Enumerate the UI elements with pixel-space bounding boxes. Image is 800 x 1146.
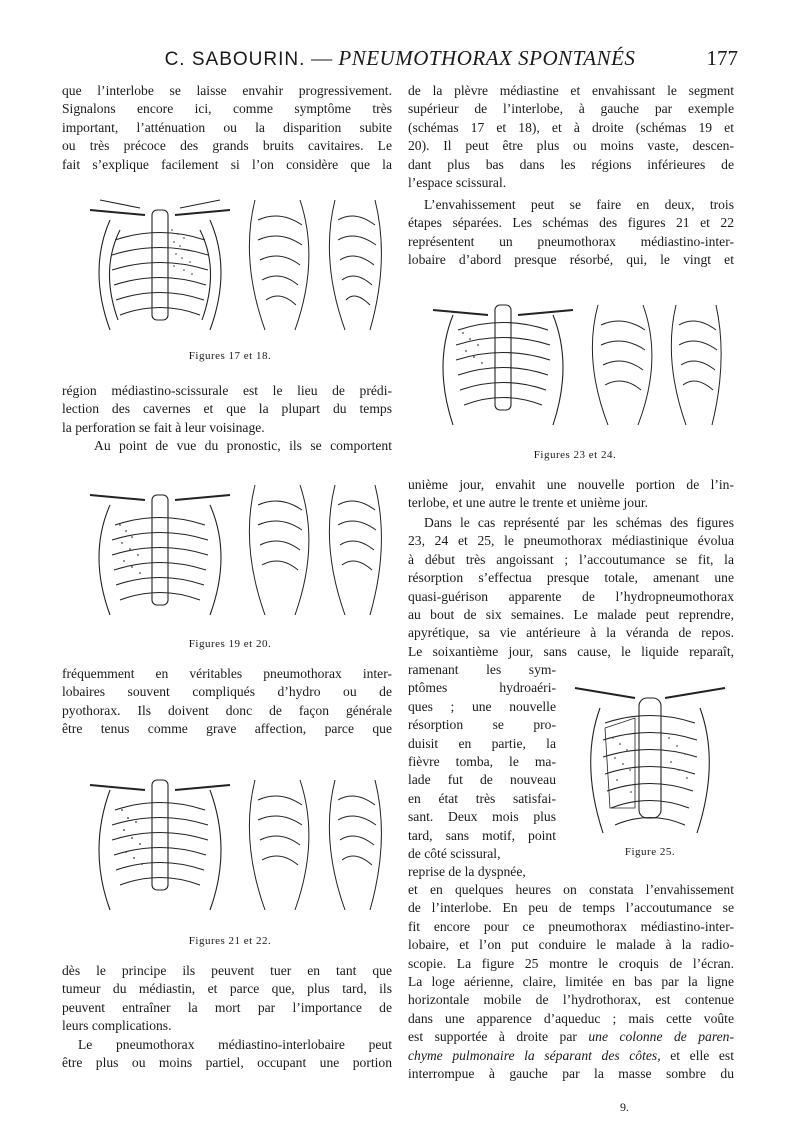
text-line: lobaire, et l’on put conduire le malade à la radio- <box>408 937 734 953</box>
text-line: apyrétique, sa vie antérieure à la véranda de repos. <box>408 625 734 641</box>
text-line: duisit en partie, la <box>408 735 556 751</box>
text-line: Au point de vue du pronostic, ils se comportent <box>94 438 392 453</box>
text-line: lection des cavernes et que la plupart du temps <box>62 401 392 417</box>
text-line <box>408 1028 734 1046</box>
text-line: supérieur de l’interlobe, à gauche par exemple <box>408 101 734 117</box>
text-line: 20). Il peut être plus ou moins vaste, descen- <box>408 138 734 154</box>
caption-figure-25: Figure 25. <box>624 846 676 858</box>
figure-17-18 <box>70 180 390 340</box>
text-line: de la plèvre médiastine et envahissant le segment <box>408 83 734 98</box>
text-line: et en quelques heures on constata l’envahissement <box>408 882 734 897</box>
text-line: reprise de la dyspnée, <box>408 864 526 880</box>
text-line: Le soixantième jour, sans cause, le liquide reparaît, <box>408 643 734 659</box>
header-author: C. SABOURIN. <box>164 49 306 70</box>
text-line: résorption s’effectua presque totale, amenant une <box>408 570 734 586</box>
text-line: pyothorax. Ils doivent donc de façon générale <box>62 702 392 718</box>
figure-23-24-drawing <box>418 285 728 435</box>
text-fragment: est supportée à droite par <box>408 1029 589 1045</box>
left-paragraph-1 <box>62 82 392 174</box>
italic-fragment: une colonne de paren- <box>588 1029 734 1045</box>
text-line: (schémas 17 et 18), et à droite (schémas 19 et <box>408 119 734 135</box>
left-paragraph-2 <box>62 382 392 437</box>
text-line: la perforation se fait à leur voisinage. <box>62 419 265 435</box>
text-line: en état très satisfai- <box>408 790 556 806</box>
text-line: résorption se pro- <box>408 717 556 733</box>
text-line: tumeur du médiastin, et parce que, plus tard, ils <box>62 981 392 997</box>
text-line: dant plus bas dans les régions inférieures de <box>408 156 734 172</box>
text-line: que l’interlobe se laisse envahir progressivement. <box>62 83 392 98</box>
right-paragraph-2 <box>408 196 734 270</box>
text-line: être tenus comme grave affection, parce que <box>62 721 392 737</box>
text-line: quasi-guérison apparente de l’hydropneumothorax <box>408 588 734 604</box>
text-line: l’espace scissural. <box>408 175 507 191</box>
left-paragraph-3 <box>62 437 392 455</box>
right-paragraph-4-narrow <box>408 661 556 882</box>
page-number: 177 <box>706 46 738 70</box>
text-line: horizontale mobile de l’hydrothorax, est contenue <box>408 992 734 1008</box>
text-line: région médiastino-scissurale est le lieu de prédi- <box>62 383 392 398</box>
figure-19-20-drawing <box>70 465 390 625</box>
text-line: ou très précoce des grands bruits cavitaires. Le <box>62 138 392 154</box>
caption-figures-21-22: Figures 21 et 22. <box>188 935 272 947</box>
text-line: fait s’explique facilement si l’on considère que la <box>62 156 392 172</box>
text-line: à début très angoissant ; l’accoutumance se fit, la <box>408 551 734 567</box>
figure-19-20 <box>70 465 390 625</box>
figure-25-drawing <box>565 668 735 838</box>
text-line: lade fut de nouveau <box>408 772 556 788</box>
text-line: ptômes hydroaéri- <box>408 680 556 696</box>
text-line: fit encore pour ce pneumothorax médiastino-inter- <box>408 918 734 934</box>
figure-23-24 <box>418 285 728 435</box>
text-line: Le pneumothorax médiastino-interlobaire peut <box>78 1037 392 1052</box>
text-line: scopie. La figure 25 montre le croquis de l’écran. <box>408 955 734 971</box>
text-line: tard, sans motif, point <box>408 827 556 843</box>
italic-fragment: chyme pulmonaire la séparant des côtes, <box>408 1047 661 1063</box>
text-line: interrompue à gauche par la masse sombre du <box>408 1066 734 1082</box>
text-line: de côté scissural, <box>408 846 501 862</box>
left-paragraph-4 <box>62 665 392 739</box>
text-line: de l’interlobe. En peu de temps l’accoutumance se <box>408 900 734 916</box>
text-line: 23, 24 et 25, le pneumothorax médiastinique évolua <box>408 533 734 549</box>
running-title <box>60 46 740 71</box>
text-line: sant. Deux mois plus <box>408 809 556 825</box>
right-paragraph-4-end <box>408 881 734 1083</box>
text-line <box>408 1047 734 1065</box>
figure-21-22-drawing <box>70 760 390 920</box>
caption-figures-17-18: Figures 17 et 18. <box>188 350 272 362</box>
text-line: ques ; une nouvelle <box>408 698 556 714</box>
text-line: unième jour, envahit une nouvelle portion de l’in- <box>408 477 734 492</box>
figure-17-18-drawing <box>70 180 390 340</box>
text-line: être plus ou moins partiel, occupant une portion <box>62 1055 392 1071</box>
text-line: L’envahissement peut se faire en deux, trois <box>424 197 734 212</box>
text-line: Signalons encore ici, comme symptôme très <box>62 101 392 117</box>
right-paragraph-1 <box>408 82 734 192</box>
text-line: fréquemment en véritables pneumothorax inter- <box>62 666 392 681</box>
text-line: peuvent entraîner la mort par l’importance de <box>62 999 392 1015</box>
text-line: dans une apparence d’aqueduc ; mais cette voûte <box>408 1010 734 1026</box>
caption-figures-19-20: Figures 19 et 20. <box>188 638 272 650</box>
figure-21-22 <box>70 760 390 920</box>
caption-figures-23-24: Figures 23 et 24. <box>533 449 617 461</box>
text-line: représentent un pneumothorax médiastino-inter- <box>408 233 734 249</box>
text-line: Dans le cas représenté par les schémas des figures <box>424 515 734 530</box>
right-paragraph-3 <box>408 476 734 513</box>
signature-mark: 9. <box>620 1100 629 1114</box>
right-paragraph-4 <box>408 514 734 661</box>
left-paragraph-5 <box>62 962 392 1036</box>
text-line: étapes séparées. Les schémas des figures 21 et 22 <box>408 215 734 231</box>
text-line: fièvre tomba, le ma- <box>408 754 556 770</box>
text-line: important, l’atténuation ou la disparition subite <box>62 119 392 135</box>
text-line: La loge aérienne, claire, limitée en bas par la ligne <box>408 974 734 990</box>
text-line: dès le principe ils peuvent tuer en tant que <box>62 963 392 978</box>
text-line: ramenant les sym- <box>408 662 556 677</box>
figure-25 <box>565 668 735 838</box>
header-subject: PNEUMOTHORAX SPONTANÉS <box>338 46 636 70</box>
running-header <box>60 42 740 76</box>
left-paragraph-6 <box>62 1036 392 1073</box>
text-line: leurs complications. <box>62 1018 172 1034</box>
text-line: au bout de six semaines. Le malade peut reprendre, <box>408 607 734 623</box>
header-dash: — <box>311 46 333 70</box>
text-line: lobaire d’abord presque résorbé, qui, le vingt et <box>408 252 734 268</box>
text-line: lobaires souvent compliqués d’hydro ou de <box>62 684 392 700</box>
text-line: terlobe, et une autre le trente et unième jour. <box>408 495 649 511</box>
text-fragment: et elle est <box>660 1047 735 1063</box>
